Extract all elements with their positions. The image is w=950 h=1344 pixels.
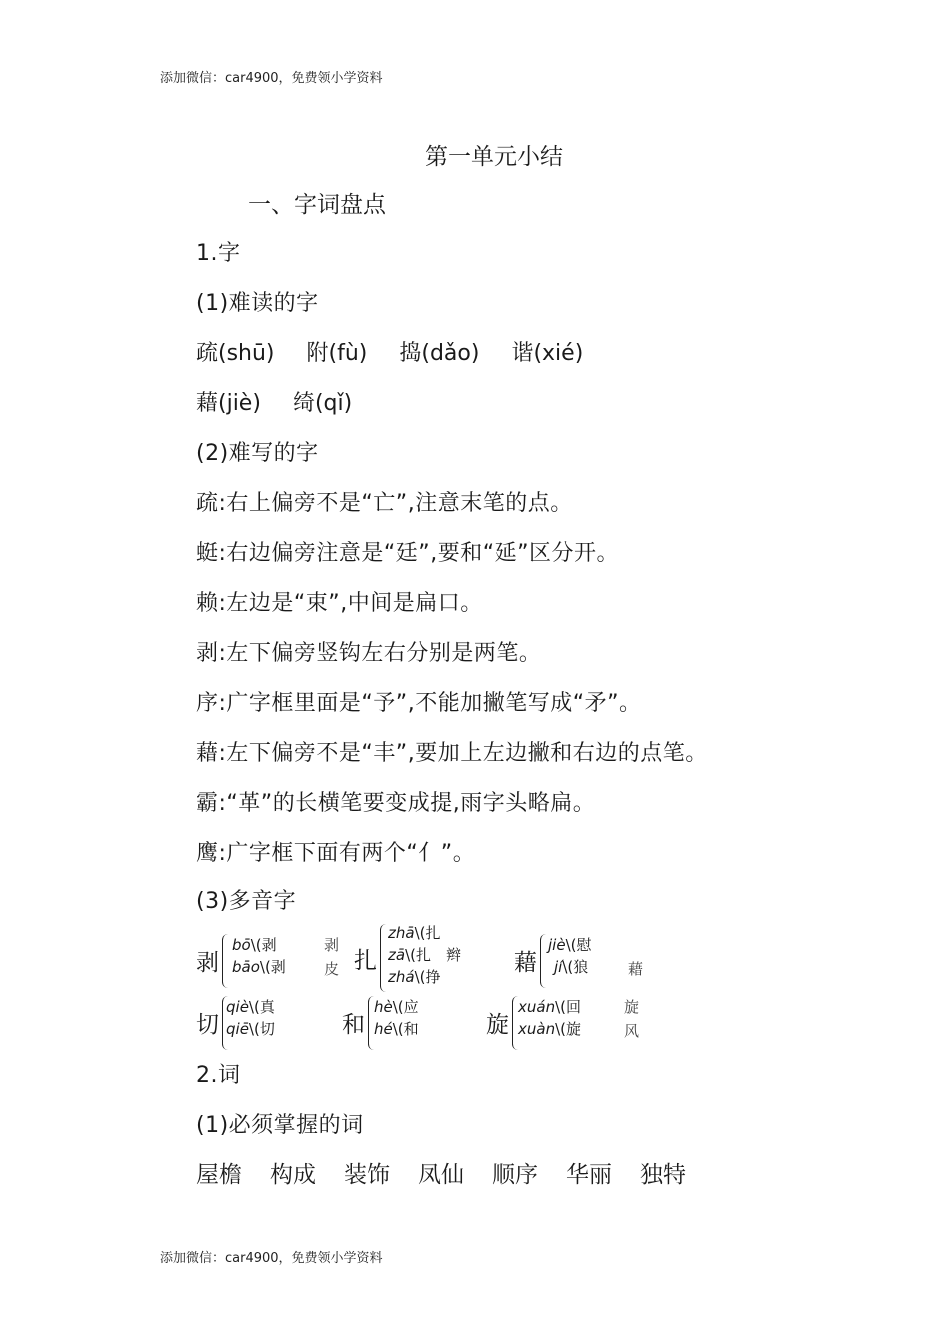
polyphone-char: 藉 xyxy=(514,950,537,976)
polyphone-reading: hé\(和 xyxy=(374,1020,419,1038)
clipped-char: 旋 xyxy=(624,998,640,1016)
word-item: 凤仙 xyxy=(418,1162,464,1188)
page-title: 第一单元小结 xyxy=(425,144,563,170)
polyphone-reading: bō\(剥 xyxy=(232,936,277,954)
hard-write-line: 剥:左下偏旁竖钩左右分别是两笔。 xyxy=(196,641,542,666)
polyphone-reading: jí\(狼 xyxy=(554,958,589,976)
clipped-char: 剥 xyxy=(324,936,340,954)
hard-write-line: 霸:“革”的长横笔要变成提,雨字头略扁。 xyxy=(196,791,596,816)
polyphone-reading: jiè\(慰 xyxy=(548,936,592,954)
polyphone-char: 扎 xyxy=(354,948,377,974)
hard-read-item: 谐(xié) xyxy=(511,341,584,366)
polyphone-reading: xuán\(回 xyxy=(518,998,581,1016)
hard-read-item: 捣(dǎo) xyxy=(399,341,480,366)
clipped-char: 风 xyxy=(624,1022,640,1040)
ci-heading: 2.词 xyxy=(196,1063,241,1088)
brace-mark xyxy=(380,924,387,992)
polyphone-group-zha xyxy=(354,920,494,992)
polyphone-reading: qiē\(切 xyxy=(226,1020,275,1038)
zi-heading: 1.字 xyxy=(196,241,241,266)
hard-write-line: 赖:左边是“束”,中间是扁口。 xyxy=(196,591,483,616)
clipped-char: 皮 xyxy=(324,960,340,978)
brace-mark xyxy=(540,934,547,988)
hard-write-line: 藉:左下偏旁不是“丰”,要加上左边撇和右边的点笔。 xyxy=(196,741,708,766)
polyphone-reading: zhá\(挣 xyxy=(388,968,441,986)
polyphone-group-qie xyxy=(196,992,336,1054)
hard-write-heading: (2)难写的字 xyxy=(196,441,319,466)
must-master-heading: (1)必须掌握的词 xyxy=(196,1113,364,1138)
hard-read-item: 附(fù) xyxy=(306,341,368,366)
clipped-char: 藉 xyxy=(628,960,644,978)
hard-read-item: 疏(shū) xyxy=(196,341,275,366)
hard-read-row-1 xyxy=(196,336,615,367)
hard-read-row-2 xyxy=(196,386,384,417)
hard-write-line: 蜓:右边偏旁注意是“廷”,要和“延”区分开。 xyxy=(196,541,619,566)
polyphone-reading: xuàn\(旋 xyxy=(518,1020,581,1038)
polyphone-char: 旋 xyxy=(486,1012,509,1038)
polyphone-heading: (3)多音字 xyxy=(196,889,297,914)
header-note: 添加微信：car4900，免费领小学资料 xyxy=(160,71,383,86)
hard-write-line: 鹰:广字框下面有两个“亻”。 xyxy=(196,841,476,866)
hard-write-line: 疏:右上偏旁不是“亡”,注意末笔的点。 xyxy=(196,491,573,516)
brace-mark xyxy=(222,934,229,988)
polyphone-reading: bāo\(剥 xyxy=(232,958,286,976)
polyphone-group-bo xyxy=(196,930,340,992)
polyphone-reading: qiè\(真 xyxy=(226,998,275,1016)
polyphone-char: 剥 xyxy=(196,950,219,976)
word-item: 构成 xyxy=(270,1162,316,1188)
hard-write-line: 序:广字框里面是“予”,不能加撇笔写成“矛”。 xyxy=(196,691,642,716)
word-item: 顺序 xyxy=(492,1162,538,1188)
polyphone-reading: zā\(扎 辫 xyxy=(388,946,461,964)
word-item: 独特 xyxy=(640,1162,686,1188)
word-item: 华丽 xyxy=(566,1162,612,1188)
polyphone-group-jie xyxy=(514,930,644,992)
polyphone-group-xuan xyxy=(486,992,640,1054)
hard-read-item: 藉(jiè) xyxy=(196,391,261,416)
footer-note: 添加微信：car4900，免费领小学资料 xyxy=(160,1251,383,1266)
hard-read-heading: (1)难读的字 xyxy=(196,291,319,316)
polyphone-group-he xyxy=(342,992,472,1054)
word-list xyxy=(196,1156,714,1189)
polyphone-char: 切 xyxy=(196,1012,219,1038)
hard-read-item: 绮(qǐ) xyxy=(292,391,353,416)
polyphone-char: 和 xyxy=(342,1012,365,1038)
polyphone-reading: zhā\(扎 xyxy=(388,924,441,942)
word-item: 屋檐 xyxy=(196,1162,242,1188)
section-heading: 一、字词盘点 xyxy=(248,192,386,218)
polyphone-reading: hè\(应 xyxy=(374,998,419,1016)
word-item: 装饰 xyxy=(344,1162,390,1188)
